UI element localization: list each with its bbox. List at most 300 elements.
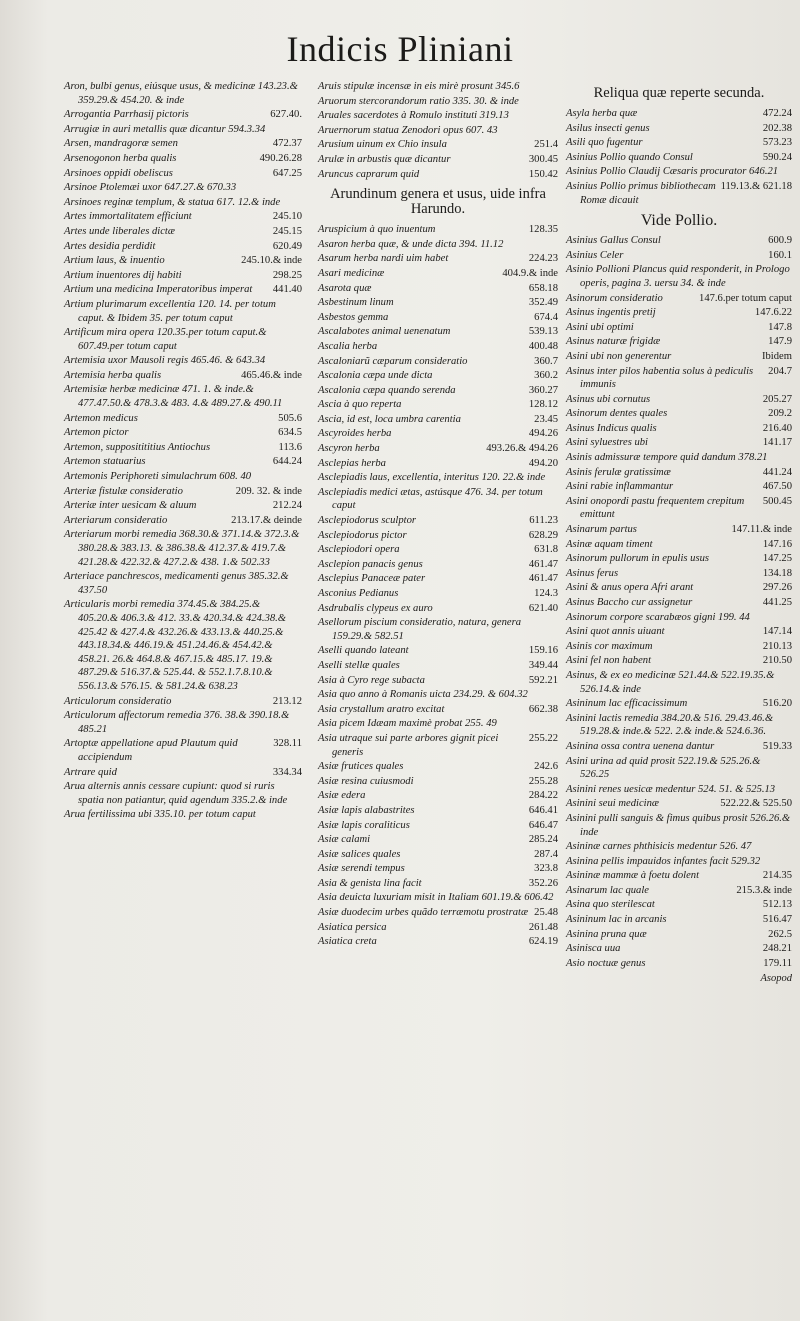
entry-term: Aselli stellæ quales: [318, 659, 400, 671]
index-entry: [318, 616, 558, 643]
index-entry: [64, 269, 302, 283]
entry-reference: 461.47: [528, 573, 558, 585]
entry-term: Asiatica creta: [318, 936, 377, 948]
entry-term: Asiæ resina cuiusmodi: [318, 775, 414, 787]
entry-term: Asinius Pollio primus bibliothecam Romæ dicauit: [566, 180, 716, 206]
entry-term: Asini onopordi pastu frequentem crepitum emittunt: [566, 495, 745, 521]
entry-reference: 360.7: [534, 355, 558, 367]
entry-term: Asininum lac in arcanis: [566, 914, 667, 926]
index-entry: [318, 587, 558, 601]
index-entry: [64, 455, 302, 469]
index-entry: [566, 552, 792, 566]
entry-reference: 147.14: [762, 626, 792, 638]
entry-term: Asinorum pullorum in epulis usus: [566, 553, 710, 565]
entry-reference: 245.10.& inde: [241, 255, 302, 267]
index-entry: [318, 369, 558, 383]
index-entry: [318, 413, 558, 427]
entry-term: Asini syluestres ubi: [566, 437, 648, 449]
entry-reference: 213.17.& deinde: [231, 514, 302, 526]
index-entry: [64, 695, 302, 709]
entry-reference: 209. 32. & inde: [235, 485, 302, 497]
index-column-3: [566, 80, 792, 986]
entry-term: Artium una medicina Imperatoribus imperat: [64, 284, 253, 296]
index-entry: [566, 812, 792, 839]
index-entry: [318, 543, 558, 557]
entry-term: Artium plurimarum excellentia 120. 14. per totum caput. & Ibidem 35. per totum caput: [64, 298, 276, 324]
entry-reference: 512.13: [762, 899, 792, 911]
index-entry: [64, 326, 302, 353]
index-entry: [318, 877, 558, 891]
index-entry: [64, 369, 302, 383]
entry-term: Asia & genista lina facit: [318, 877, 422, 889]
entry-term: Asinus ubi cornutus: [566, 393, 651, 405]
entry-reference: 224.23: [528, 253, 558, 265]
index-entry: [318, 906, 558, 920]
entry-term: Asiæ edera: [318, 790, 366, 802]
entry-term: Arsenogonon herba qualis: [64, 152, 177, 164]
entry-reference: 124.3: [534, 588, 558, 599]
index-entry: [566, 436, 792, 450]
entry-term: Arulæ in arbustis quæ dicantur: [318, 153, 451, 165]
entry-reference: 467.50: [762, 481, 792, 493]
index-entry: [318, 572, 558, 586]
index-entry: [318, 848, 558, 862]
entry-term: Asiæ duodecim urbes quãdo terræmotu prostratæ: [318, 907, 529, 919]
index-entry: [566, 840, 792, 854]
entry-term: Articularis morbi remedia 374.45.& 384.25.& 405.20.& 406.3.& 412. 33.& 420.34.& 424.38.& 425.42 & 427.4.& 432.26.& 433.13.& 440.25.& 443.18.34.& 446.19.& 451.24.46.& 454.42.& 458.21. 26.& 464.8.& 467.15.& 485.17. 19.& 487.29.& 516.37.& 525.44. & 552.1.7.8.10.& 556.13.& 576.15. & 581.24.& 638.23: [64, 599, 287, 692]
entry-term: Arteriace panchrescos, medicamenti genus 385.32.& 437.50: [64, 571, 289, 596]
entry-reference: Ibidem: [761, 350, 792, 362]
entry-reference: 255.28: [528, 775, 558, 787]
entry-term: Arsinoe Ptolemæi uxor 647.27.& 670.33: [64, 182, 237, 194]
entry-term: Ascia, id est, loca umbra carentia: [318, 413, 461, 425]
index-entry: [566, 151, 792, 165]
index-entry: [64, 80, 302, 107]
entry-term: Asdrubalis clypeus ex auro: [318, 602, 433, 614]
index-entry: [566, 495, 792, 522]
entry-reference: 516.47: [762, 914, 792, 926]
entry-term: Aruorum stercorandorum ratio 335. 30. & inde: [318, 95, 519, 107]
index-entry: [64, 470, 302, 484]
entry-term: Asini & anus opera Afri arant: [566, 582, 694, 594]
entry-reference: 147.6.per totum caput: [699, 292, 792, 304]
entry-term: Asarota quæ: [318, 282, 372, 294]
entry-reference: 160.1: [768, 249, 792, 261]
entry-reference: 25.48: [534, 907, 558, 919]
entry-term: Arua fertilissima ubi 335.10. per totum caput: [64, 809, 256, 821]
index-entry: [64, 780, 302, 807]
entry-term: Arteriæ fistulæ consideratio: [64, 485, 183, 497]
index-entry: [64, 766, 302, 780]
entry-reference: 573.23: [762, 137, 792, 149]
entry-reference: 621.40: [528, 602, 558, 614]
entry-reference: 214.35: [762, 870, 792, 882]
entry-term: Asclepius Panaceæ pater: [318, 573, 426, 585]
index-entry: [566, 640, 792, 654]
entry-reference: 298.25: [272, 269, 302, 281]
entry-term: Artificum mira opera 120.35.per totum caput.& 607.49.per totum caput: [64, 327, 267, 352]
entry-reference: 255.22: [528, 732, 558, 744]
entry-reference: 493.26.& 494.26: [486, 443, 558, 455]
index-entry: [318, 602, 558, 616]
entry-reference: 210.50: [762, 655, 792, 667]
entry-reference: 490.26.28: [259, 152, 302, 164]
index-column-2: [318, 80, 558, 950]
entry-term: Asinisca uua: [566, 943, 621, 955]
index-entry: [64, 412, 302, 426]
entry-term: Aruernorum statua Zenodori opus 607. 43: [318, 124, 498, 136]
entry-term: Asininæ carnes phthisicis medentur 526. 47: [566, 841, 752, 853]
entry-term: Asiæ calami: [318, 834, 371, 846]
index-entry: [64, 123, 302, 137]
entry-reference: 323.8: [534, 863, 558, 875]
entry-reference: 522.22.& 525.50: [720, 798, 792, 810]
entry-term: Asclepias herba: [318, 457, 386, 469]
entry-reference: 23.45: [534, 413, 558, 425]
entry-term: Arsinoes oppidi obeliscus: [64, 167, 173, 179]
entry-term: Asinæ aquam timent: [566, 538, 653, 550]
entry-reference: 205.27: [762, 393, 792, 405]
section-note-pollio: Vide Pollio.: [640, 212, 718, 230]
index-entry: [566, 884, 792, 898]
entry-term: Aron, bulbi genus, eiúsque usus, & medicinæ 143.23.& 359.29.& 454.20. & inde: [64, 81, 298, 106]
index-entry: [318, 674, 558, 688]
entry-term: Asio noctuæ genus: [566, 957, 646, 969]
entry-reference: 519.33: [762, 740, 792, 752]
index-entry: [566, 913, 792, 927]
entry-reference: 248.21: [762, 943, 792, 955]
entry-reference: 179.11: [763, 957, 792, 969]
entry-reference: 119.13.& 621.18: [720, 180, 792, 192]
entry-reference: 285.24: [528, 834, 558, 846]
entry-reference: 147.9: [768, 336, 792, 348]
index-entry: [566, 165, 792, 179]
index-entry: [318, 529, 558, 543]
entry-term: Asinius Pollio quando Consul: [566, 151, 693, 163]
entry-term: Ascalonia cæpa unde dicta: [318, 370, 433, 382]
entry-reference: 461.47: [528, 558, 558, 570]
entry-term: Articulorum consideratio: [64, 695, 172, 707]
entry-reference: 284.22: [528, 790, 558, 802]
entry-reference: 334.34: [272, 766, 302, 778]
entry-reference: 590.24: [762, 151, 792, 163]
entry-term: Asini fel non habent: [566, 655, 652, 667]
entry-reference: 147.6.22: [754, 307, 792, 319]
index-entry: [566, 567, 792, 581]
entry-term: Asinina pellis impauidos infantes facit 529.32: [566, 855, 761, 867]
entry-reference: 261.48: [528, 921, 558, 933]
entry-reference: 441.40: [272, 284, 302, 296]
index-entry: [64, 354, 302, 368]
entry-term: Asclepiadis laus, excellentia, interitus 120. 22.& inde: [318, 472, 546, 484]
entry-reference: 674.4: [534, 311, 558, 323]
index-entry: [318, 311, 558, 325]
index-entry: [566, 122, 792, 136]
entry-reference: 627.40.: [270, 109, 302, 121]
index-entry: [566, 869, 792, 883]
index-entry: [318, 109, 558, 123]
entry-term: Asia picem Idæam maximè probat 255. 49: [318, 718, 497, 730]
index-entry: [318, 95, 558, 109]
entry-term: Asconius Pedianus: [318, 588, 399, 599]
index-entry: [566, 422, 792, 436]
index-entry: [566, 350, 792, 364]
index-entry: [318, 804, 558, 818]
entry-reference: 360.27: [528, 384, 558, 396]
index-entry: [566, 942, 792, 956]
entry-reference: 494.26: [528, 428, 558, 440]
entry-term: Asiatica persica: [318, 921, 387, 933]
entry-term: Artemon pictor: [64, 427, 129, 439]
entry-reference: 242.6: [534, 761, 558, 773]
entry-term: Asellorum piscium consideratio, natura, genera 159.29.& 582.51: [318, 617, 522, 642]
entry-reference: 147.16: [762, 538, 792, 550]
index-entry: [64, 499, 302, 513]
entry-reference: 245.10: [272, 211, 302, 223]
index-entry: [566, 797, 792, 811]
entry-term: Artes unde liberales dictæ: [64, 225, 175, 237]
entry-term: Asinarum lac quale: [566, 884, 649, 896]
index-entry: [64, 240, 302, 254]
entry-term: Asinarum partus: [566, 524, 637, 536]
index-entry: [566, 466, 792, 480]
index-entry: [318, 282, 558, 296]
index-entry: [64, 196, 302, 210]
index-entry: [318, 80, 558, 94]
entry-term: Ascalonia cæpa quando serenda: [318, 384, 456, 396]
index-entry: [64, 210, 302, 224]
column-2-entries-b: [318, 223, 558, 949]
index-entry: [318, 833, 558, 847]
entry-term: Asina quo sterilescat: [566, 899, 655, 911]
index-entry: [64, 181, 302, 195]
entry-reference: 297.26: [762, 582, 792, 594]
index-entry: [318, 252, 558, 266]
entry-term: Arua alternis annis cessare cupiunt: quod si ruris spatia non patiantur, quid agendum 335.2.& inde: [64, 781, 288, 806]
index-entry: [566, 523, 792, 537]
index-entry: [566, 625, 792, 639]
entry-reference: 634.5: [278, 427, 302, 439]
index-entry: [566, 783, 792, 797]
index-entry: [318, 267, 558, 281]
index-entry: [318, 427, 558, 441]
index-entry: [64, 426, 302, 440]
index-entry: [566, 306, 792, 320]
index-entry: [566, 581, 792, 595]
entry-term: Arusium uinum ex Chio insula: [318, 139, 447, 151]
index-entry: [318, 471, 558, 485]
entry-term: Asinorum consideratio: [566, 292, 663, 304]
entry-reference: 212.24: [272, 500, 302, 512]
entry-reference: 213.12: [272, 695, 302, 707]
catchword: Asopod: [760, 973, 792, 985]
entry-term: Arsen, mandragoræ semen: [64, 138, 178, 150]
column-3-entries-b: [566, 234, 792, 970]
entry-term: Asinus inter pilos habentia solus à pediculis immunis: [566, 365, 754, 391]
entry-term: Ascyron herba: [318, 443, 380, 455]
index-entry: [318, 124, 558, 138]
entry-reference: 202.38: [762, 122, 792, 134]
index-entry: [566, 855, 792, 869]
entry-term: Asinini lactis remedia 384.20.& 516. 29.43.46.& 519.28.& inde.& 522. 2.& inde.& 524.6.36.: [566, 712, 774, 738]
index-entry: [64, 225, 302, 239]
index-entry: [318, 775, 558, 789]
index-entry: [318, 644, 558, 658]
index-entry: [318, 168, 558, 182]
index-entry: [566, 898, 792, 912]
entry-term: Aruncus caprarum quid: [318, 168, 420, 180]
entry-reference: 644.24: [272, 456, 302, 468]
entry-term: Asiæ lapis alabastrites: [318, 804, 415, 816]
entry-term: Asini urina ad quid prosit 522.19.& 525.26.& 526.25: [566, 755, 761, 781]
entry-reference: 251.4: [534, 139, 558, 151]
entry-reference: 516.20: [762, 698, 792, 710]
index-entry: [64, 514, 302, 528]
entry-term: Ascia à quo reperta: [318, 399, 402, 411]
entry-term: Asclepiodori opera: [318, 544, 400, 556]
entry-reference: 472.24: [762, 108, 792, 119]
index-entry: [566, 611, 792, 625]
index-entry: [566, 335, 792, 349]
entry-term: Aselli quando lateant: [318, 645, 409, 657]
entry-reference: 128.12: [528, 399, 558, 411]
index-entry: [318, 732, 558, 759]
index-entry: [566, 407, 792, 421]
index-entry: [64, 808, 302, 822]
entry-term: Asini rabie inflammantur: [566, 481, 674, 493]
entry-term: Asinus Baccho cur assignetur: [566, 597, 693, 608]
index-entry: [566, 393, 792, 407]
index-entry: [566, 136, 792, 150]
entry-term: Asinus Indicus qualis: [566, 422, 657, 434]
entry-term: Asinus, & ex eo medicinæ 521.44.& 522.19.35.& 526.14.& inde: [566, 669, 775, 695]
entry-term: Asininum lac efficacissimum: [566, 698, 688, 710]
index-entry: [566, 321, 792, 335]
entry-reference: 494.20: [528, 457, 558, 469]
entry-term: Asinius Gallus Consul: [566, 235, 661, 247]
entry-term: Artemisia uxor Mausoli regis 465.46. & 643.34: [64, 355, 266, 367]
entry-term: Artrare quid: [64, 766, 117, 778]
entry-term: Arteriarum consideratio: [64, 514, 168, 526]
entry-term: Asclepiodorus sculptor: [318, 515, 416, 527]
entry-term: Artoptæ appellatione apud Plautum quid accipiendum: [64, 738, 238, 763]
entry-term: Asini quot annis uiuant: [566, 626, 665, 638]
index-entry: [318, 223, 558, 237]
entry-term: Arteriæ inter uesicam & aluum: [64, 500, 197, 512]
entry-term: Asclepiadis medici ætas, astúsque 476. 34. per totum caput: [318, 486, 543, 512]
index-entry: [318, 921, 558, 935]
index-entry: [318, 296, 558, 310]
page-title: Indicis Pliniani: [286, 29, 514, 69]
index-entry: [318, 688, 558, 702]
index-entry: [318, 138, 558, 152]
index-entry: [64, 570, 302, 597]
index-entry: [318, 703, 558, 717]
index-entry: [566, 480, 792, 494]
index-entry: [64, 737, 302, 764]
entry-term: Asinini seui medicinæ: [566, 798, 659, 810]
entry-term: Asari medicinæ: [318, 267, 385, 279]
entry-term: Asclepiodorus pictor: [318, 529, 407, 541]
index-entry: [566, 740, 792, 754]
entry-reference: 210.13: [762, 640, 792, 652]
entry-reference: 349.44: [528, 659, 558, 671]
entry-term: Asinio Pollioni Plancus quid responderit, in Prologo operis, pagina 3. uersu 34. & inde: [566, 264, 790, 289]
entry-reference: 360.2: [534, 370, 558, 382]
entry-reference: 113.6: [278, 441, 302, 453]
entry-reference: 216.40: [762, 422, 792, 434]
entry-reference: 441.24: [762, 466, 792, 478]
section-note-arundo: Arundinum genera et usus, uide infra Harundo.: [330, 186, 546, 218]
entry-term: Asinus naturæ frigidæ: [566, 336, 661, 348]
entry-term: Aruis stipulæ incensæ in eis mirè prosunt 345.6: [318, 81, 520, 92]
entry-reference: 441.25: [762, 597, 792, 608]
index-entry: [566, 180, 792, 207]
entry-term: Asarum herba nardi uim habet: [318, 253, 449, 265]
index-entry: [566, 697, 792, 711]
index-entry: [318, 384, 558, 398]
entry-reference: 647.25: [272, 167, 302, 179]
entry-reference: 352.26: [528, 877, 558, 889]
entry-term: Asclepion panacis genus: [318, 558, 423, 570]
entry-term: Arrogantia Parrhasij pictoris: [64, 109, 189, 121]
entry-term: Asili quo fugentur: [566, 137, 643, 149]
entry-reference: 328.11: [273, 738, 302, 750]
entry-reference: 620.49: [272, 240, 302, 252]
entry-term: Ascyroides herba: [318, 428, 392, 440]
entry-reference: 472.37: [272, 138, 302, 150]
entry-reference: 147.25: [762, 553, 792, 565]
entry-reference: 287.4: [534, 848, 558, 860]
index-entry: [318, 862, 558, 876]
entry-term: Asiæ frutices quales: [318, 761, 404, 773]
index-entry: [566, 712, 792, 739]
index-entry: [566, 451, 792, 465]
column-2-entries-a: [318, 80, 558, 181]
entry-term: Arteriarum morbi remedia 368.30.& 371.14.& 372.3.& 380.28.& 383.13. & 386.38.& 412.37.& 419.7.& 421.28.& 422.32.& 427.2.& 438. 1.& 502.33: [64, 529, 300, 568]
index-entry: [318, 325, 558, 339]
index-entry: [566, 538, 792, 552]
index-entry: [318, 238, 558, 252]
entry-reference: 611.23: [529, 515, 558, 527]
index-entry: [64, 709, 302, 736]
entry-reference: 128.35: [528, 224, 558, 236]
entry-reference: 624.19: [528, 936, 558, 948]
entry-term: Artium inuentores dij habiti: [64, 269, 182, 281]
index-entry: [566, 654, 792, 668]
entry-term: Aruales sacerdotes à Romulo instituti 319.13: [318, 110, 509, 122]
entry-term: Ascalia herba: [318, 340, 378, 352]
entry-term: Asinorum dentes quales: [566, 408, 668, 420]
index-entry: [566, 249, 792, 263]
entry-reference: 600.9: [768, 235, 792, 247]
entry-term: Artes desidia perdidit: [64, 240, 156, 252]
index-entry: [64, 383, 302, 410]
index-entry: [566, 957, 792, 971]
index-entry: [64, 283, 302, 297]
entry-reference: 646.47: [528, 819, 558, 831]
entry-term: Asia utraque sui parte arbores gignit picei generis: [318, 732, 499, 758]
entry-term: Artium laus, & inuentio: [64, 255, 165, 267]
index-entry: [318, 558, 558, 572]
entry-reference: 245.15: [272, 225, 302, 237]
index-entry: [566, 263, 792, 290]
index-entry: [318, 717, 558, 731]
entry-term: Asinis cor maximum: [566, 640, 653, 652]
entry-reference: 631.8: [534, 544, 558, 556]
index-entry: [318, 935, 558, 949]
entry-term: Asia à Cyro rege subacta: [318, 674, 425, 686]
